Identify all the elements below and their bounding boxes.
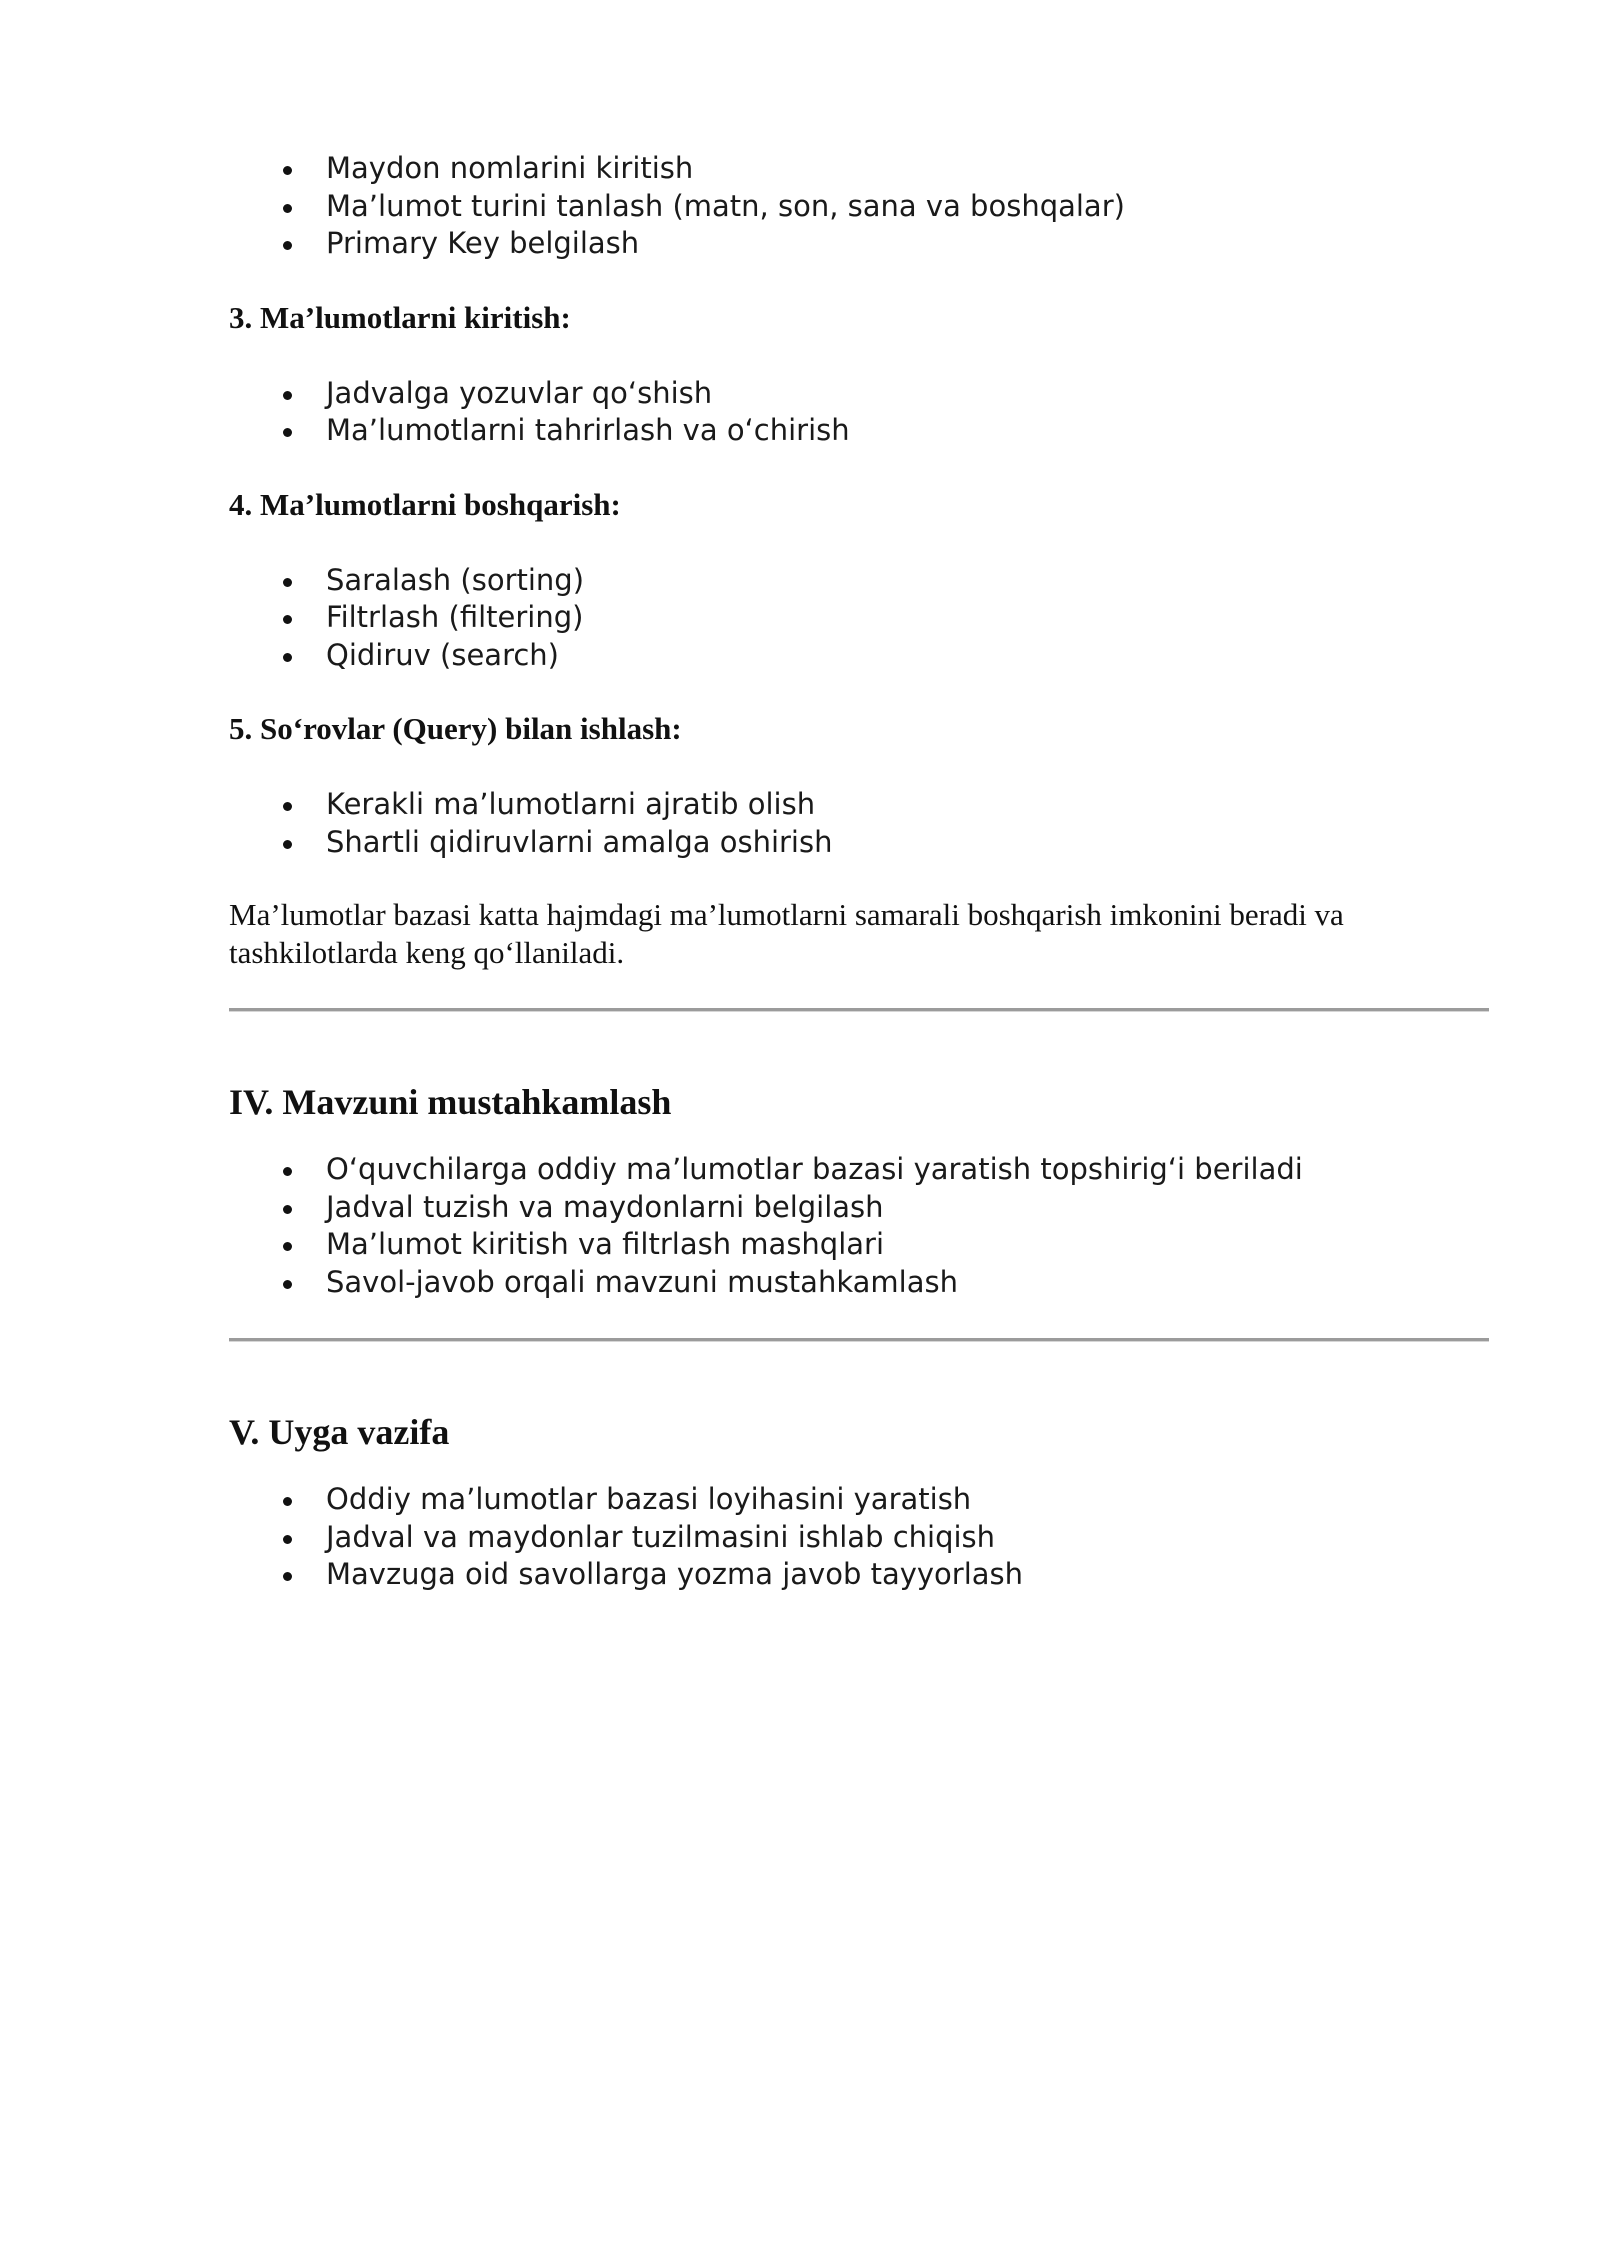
bullet-icon <box>283 1497 292 1506</box>
summary-line-1: Ma’lumotlar bazasi katta hajmdagi ma’lumotlarni samarali boshqarish imkonini beradi va <box>229 897 1344 932</box>
list-item: Saralash (sorting) <box>229 562 1489 600</box>
field-setup-list <box>229 150 1489 263</box>
bullet-icon <box>283 1535 292 1544</box>
list-item: Primary Key belgilash <box>229 225 1489 263</box>
step4-heading: 4. Ma’lumotlarni boshqarish: <box>229 486 621 522</box>
list-item: Ma’lumotlarni tahrirlash va o‘chirish <box>229 412 1489 450</box>
bullet-icon <box>283 1280 292 1289</box>
list-item: Savol-javob orqali mavzuni mustahkamlash <box>229 1264 1489 1302</box>
list-item: Mavzuga oid savollarga yozma javob tayyorlash <box>229 1556 1489 1594</box>
bullet-icon <box>283 1242 292 1251</box>
step5-list <box>229 786 1489 861</box>
bullet-icon <box>283 241 292 250</box>
step5-heading: 5. So‘rovlar (Query) bilan ishlash: <box>229 711 682 746</box>
section-5-list <box>229 1481 1489 1594</box>
summary-line-2: tashkilotlarda keng qo‘llaniladi. <box>229 934 625 970</box>
list-item: Kerakli ma’lumotlarni ajratib olish <box>229 786 1489 824</box>
bullet-icon <box>283 653 292 662</box>
list-item: Oddiy ma’lumotlar bazasi loyihasini yaratish <box>229 1481 1489 1519</box>
list-item: Jadval va maydonlar tuzilmasini ishlab chiqish <box>229 1519 1489 1557</box>
bullet-icon <box>283 578 292 587</box>
bullet-icon <box>283 840 292 849</box>
bullet-icon <box>283 615 292 624</box>
bullet-icon <box>283 802 292 811</box>
list-item: Jadval tuzish va maydonlarni belgilash <box>229 1189 1489 1227</box>
list-item: Filtrlash (filtering) <box>229 599 1489 637</box>
list-item: Qidiruv (search) <box>229 637 1489 675</box>
bullet-icon <box>283 1572 292 1581</box>
step4-list <box>229 562 1489 675</box>
bullet-icon <box>283 204 292 213</box>
step3-list <box>229 375 1489 450</box>
section-4-title: IV. Mavzuni mustahkamlash <box>229 1082 672 1122</box>
list-item: Jadvalga yozuvlar qo‘shish <box>229 375 1489 413</box>
list-item: Maydon nomlarini kiritish <box>229 150 1489 188</box>
list-item: Shartli qidiruvlarni amalga oshirish <box>229 824 1489 862</box>
list-item: Ma’lumot turini tanlash (matn, son, sana va boshqalar) <box>229 188 1489 226</box>
bullet-icon <box>283 1205 292 1214</box>
bullet-icon <box>283 428 292 437</box>
section-5-title: V. Uyga vazifa <box>229 1412 450 1452</box>
step3-heading: 3. Ma’lumotlarni kiritish: <box>229 299 571 335</box>
bullet-icon <box>283 391 292 400</box>
section-4-list <box>229 1151 1489 1301</box>
summary-paragraph <box>229 896 1489 971</box>
bullet-icon <box>283 1167 292 1176</box>
list-item: O‘quvchilarga oddiy ma’lumotlar bazasi yaratish topshirig‘i beriladi <box>229 1151 1489 1189</box>
document-page <box>229 150 1489 1594</box>
list-item: Ma’lumot kiritish va filtrlash mashqlari <box>229 1226 1489 1264</box>
bullet-icon <box>283 166 292 175</box>
